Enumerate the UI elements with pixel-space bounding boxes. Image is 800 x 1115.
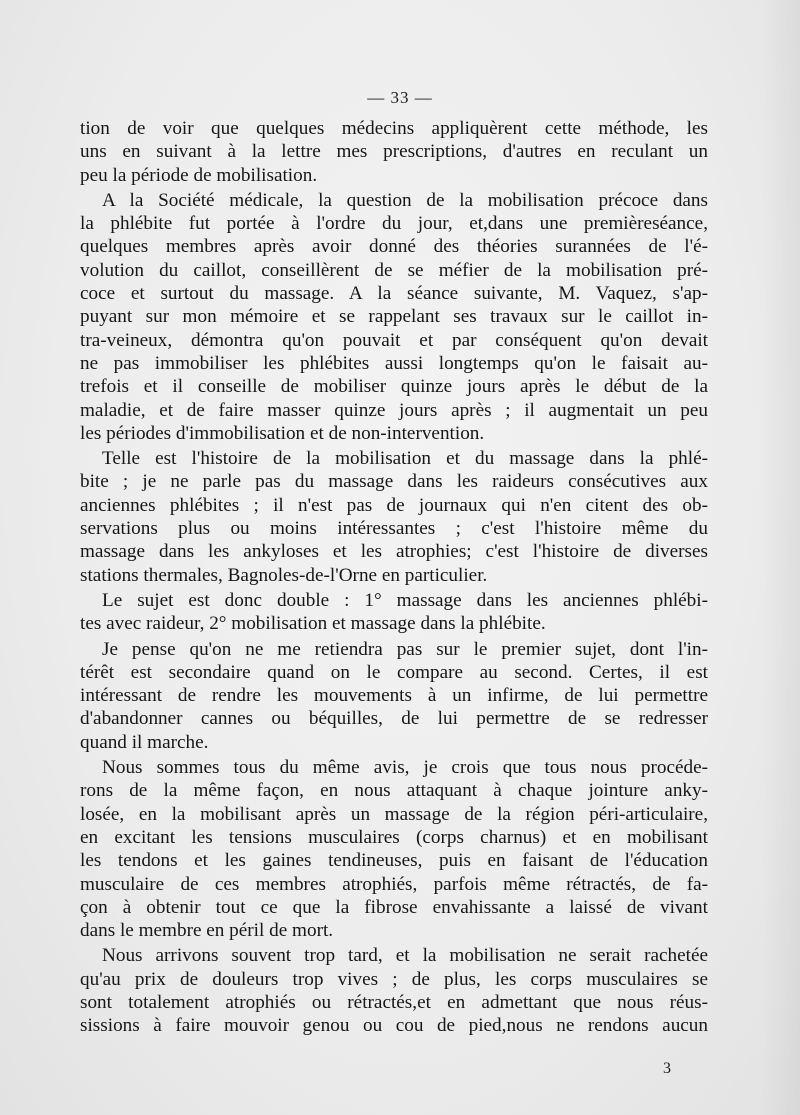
text-line: d'abandonner cannes ou béquilles, de lui permettre de se redresser [80,708,708,730]
text-line: quand il marche. [80,731,209,753]
text-line: maladie, et de faire masser quinze jours après ; il augmentait un peu [80,399,708,421]
text-line: servations plus ou moins intéressantes ; c'est l'histoire même du [80,518,708,540]
text-line: intéressant de rendre les mouvements à un infirme, de lui permettre [80,685,708,707]
text-line: tion de voir que quelques médecins appliquèrent cette méthode, les [80,118,708,139]
signature-mark: 3 [663,1060,671,1077]
text-line: Telle est l'histoire de la mobilisation et du massage dans la phlé- [102,448,708,470]
page-edge-shadow [760,0,800,1115]
text-line: quelques membres après avoir donné des théories surannées de l'é- [80,236,708,258]
text-line: çon à obtenir tout ce que la fibrose envahissante a laissé de vivant [80,896,708,918]
paragraph-3 [80,447,708,587]
text-line: en excitant les tensions musculaires (corps charnus) et en mobilisant [80,826,708,848]
text-line: bite ; je ne parle pas du massage dans les raideurs consécutives aux [80,471,708,493]
text-line: Nous sommes tous du même avis, je crois que tous nous procéde- [102,757,708,779]
text-line: losée, en la mobilisant après un massage de la région péri-articulaire, [80,803,708,825]
text-line: rons de la même façon, en nous attaquant à chaque jointure anky- [80,780,708,802]
text-line: les tendons et les gaines tendineuses, puis en faisant de l'éducation [80,850,708,872]
text-line: anciennes phlébites ; il n'est pas de journaux qui n'en citent des ob- [80,494,708,516]
text-line: peu la période de mobilisation. [80,164,318,186]
text-line: Je pense qu'on ne me retiendra pas sur le premier sujet, dont l'in- [102,638,708,660]
text-line: dans le membre en péril de mort. [80,920,334,942]
text-line: térêt est secondaire quand on le compare au second. Certes, il est [80,661,708,683]
text-line: sont totalement atrophiés ou rétractés,et en admettant que nous réus- [80,991,708,1013]
text-line: massage dans les ankyloses et les atrophies; c'est l'histoire de diverses [80,541,708,563]
body-text [80,117,708,1040]
text-line: A la Société médicale, la question de la mobilisation précoce dans [102,189,708,211]
text-line: stations thermales, Bagnoles-de-l'Orne en particulier. [80,564,488,586]
text-line: Le sujet est donc double : 1° massage dans les anciennes phlébi- [102,589,708,611]
text-line: la phlébite fut portée à l'ordre du jour, et,dans une premièreséance, [80,213,708,235]
text-line: Nous arrivons souvent trop tard, et la mobilisation ne serait rachetée [102,945,708,967]
text-line: qu'au prix de douleurs trop vives ; de plus, les corps musculaires se [80,968,708,990]
text-line: les périodes d'immobilisation et de non-intervention. [80,422,485,444]
text-line: tes avec raideur, 2° mobilisation et massage dans la phlébite. [80,613,546,635]
text-line: ne pas immobiliser les phlébites aussi longtemps qu'on le faisait au- [80,352,708,374]
page-number: — 33 — [367,88,433,107]
text-line: sissions à faire mouvoir genou ou cou de pied,nous ne rendons aucun [80,1015,708,1037]
text-line: trefois et il conseille de mobiliser quinze jours après le début de la [80,376,708,398]
paragraph-7 [80,944,708,1037]
paragraph-2 [80,189,708,445]
paragraph-1 [80,117,708,187]
text-line: tra-veineux, démontra qu'on pouvait et par conséquent qu'on devait [80,329,708,351]
text-line: uns en suivant à la lettre mes prescriptions, d'autres en reculant un [80,141,708,163]
text-line: volution du caillot, conseillèrent de se méfier de la mobilisation pré- [80,259,708,281]
text-line: puyant sur mon mémoire et se rappelant ses travaux sur le caillot in- [80,306,708,328]
text-line: musculaire de ces membres atrophiés, parfois même rétractés, de fa- [80,873,708,895]
paragraph-4 [80,589,708,636]
text-line: coce et surtout du massage. A la séance suivante, M. Vaquez, s'ap- [80,283,708,305]
paragraph-5 [80,638,708,754]
paragraph-6 [80,756,708,942]
